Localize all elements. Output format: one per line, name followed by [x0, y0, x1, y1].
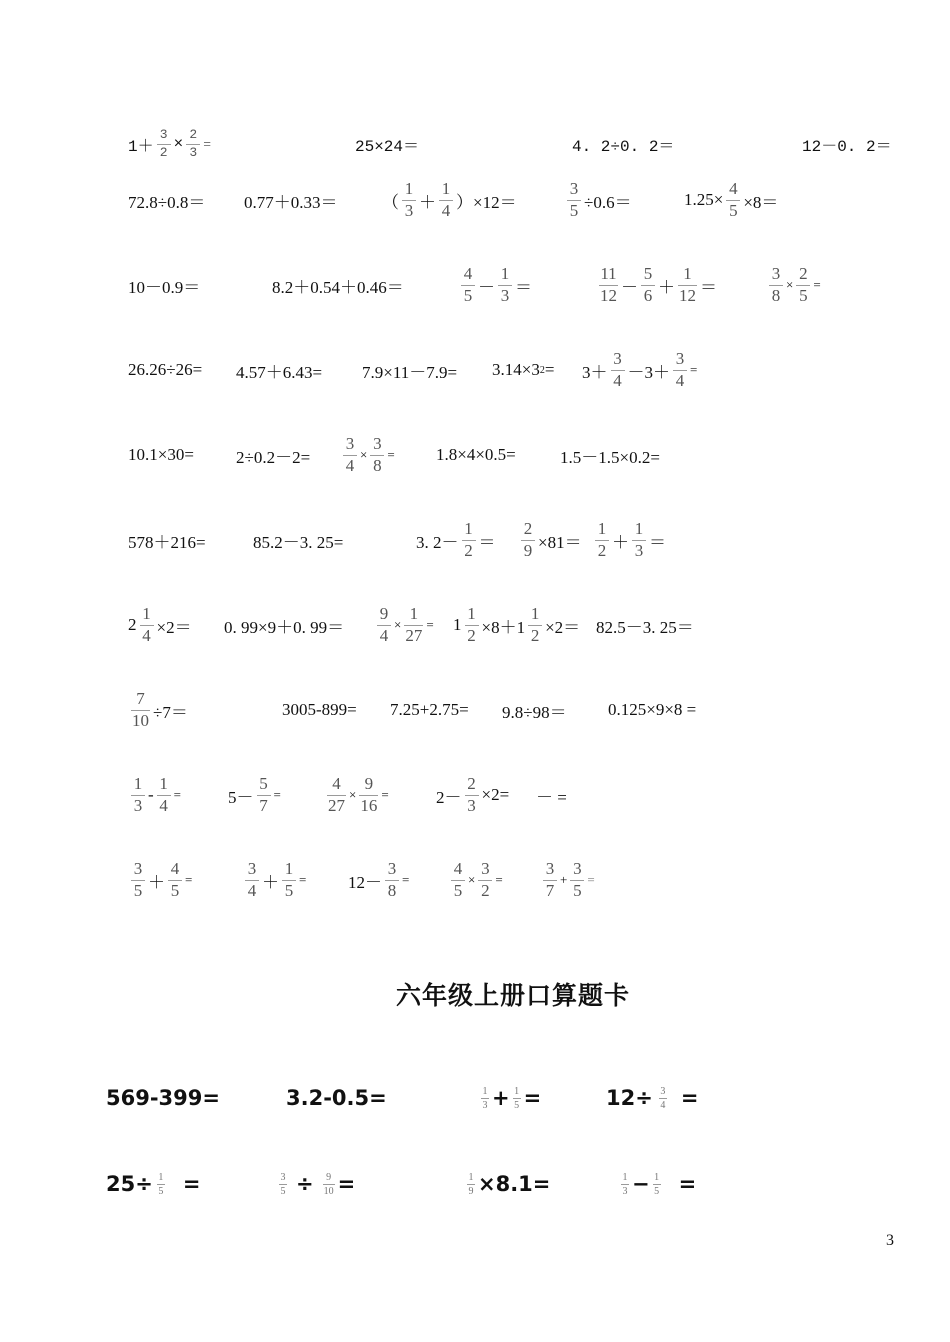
problem: [242, 850, 306, 910]
operator: ÷: [296, 1172, 314, 1196]
text: ×2＝: [156, 617, 192, 637]
fraction: [157, 1171, 165, 1198]
fraction: [370, 434, 384, 476]
operator: ×: [468, 872, 476, 887]
problem-row-1: [0, 114, 950, 174]
problem: [348, 850, 409, 910]
problem: 9.8÷98＝: [502, 702, 567, 722]
fraction: [521, 519, 535, 561]
operator: ×: [173, 135, 184, 153]
fraction: [451, 859, 465, 901]
problem: 2÷0.2－2=: [236, 447, 311, 467]
text: （: [382, 192, 399, 212]
problem: [324, 765, 389, 825]
text: 1.25×: [684, 190, 724, 209]
denominator: 10: [132, 710, 149, 730]
numerator: 1: [468, 1171, 474, 1183]
equals: =: [426, 617, 434, 632]
numerator: 3: [133, 858, 143, 878]
numerator: 1: [409, 603, 419, 623]
numerator: 3: [545, 858, 555, 878]
numerator: 3: [247, 858, 257, 878]
fraction: [653, 1171, 661, 1198]
text: =: [182, 1172, 201, 1196]
operator: －: [621, 277, 638, 297]
problem: 7.9×11－7.9=: [362, 362, 458, 382]
equals: ＝: [700, 277, 717, 297]
fraction: [543, 859, 557, 901]
denominator: 5: [569, 200, 579, 220]
denominator: 3: [482, 1099, 488, 1111]
fraction: [131, 689, 150, 731]
problem: [596, 255, 717, 315]
operator: ×: [786, 277, 794, 292]
problem: 10.1×30=: [128, 445, 194, 464]
numerator: 1: [597, 518, 607, 538]
fraction: [595, 519, 609, 561]
problem: 578＋216=: [128, 532, 206, 552]
numerator: 3: [481, 858, 490, 878]
problem: [518, 510, 582, 570]
fraction: [599, 264, 618, 306]
fraction: [359, 774, 378, 816]
card-row-1: [0, 1068, 950, 1128]
operator: ×: [360, 447, 368, 462]
fraction: [678, 264, 697, 306]
problem: [458, 255, 532, 315]
denominator: 4: [247, 880, 257, 900]
equals: =: [495, 872, 503, 887]
numerator: 7: [136, 688, 145, 708]
problem: 26.26÷26=: [128, 360, 203, 379]
denominator: 5: [514, 1099, 520, 1111]
denominator: 8: [387, 880, 397, 900]
equals: =: [690, 362, 698, 377]
denominator: 4: [142, 625, 151, 645]
denominator: 3: [404, 200, 414, 220]
fraction: [465, 774, 479, 816]
text: 25÷: [106, 1172, 153, 1196]
denominator: 3: [634, 540, 644, 560]
fraction: [673, 349, 687, 391]
problem: [618, 1154, 696, 1214]
operator: ＋: [419, 192, 436, 212]
denominator: 4: [159, 795, 168, 815]
problem: 1.8×4×0.5=: [436, 445, 516, 464]
problem: 0. 99×9＋0. 99＝: [224, 617, 345, 637]
problem: 3.2-0.5=: [286, 1086, 387, 1110]
operator: ＋: [148, 872, 165, 892]
denominator: 7: [545, 880, 555, 900]
problem: [492, 340, 554, 400]
denominator: 2: [464, 540, 473, 560]
fraction: [462, 519, 476, 561]
fraction: [377, 604, 391, 646]
fraction: [282, 859, 296, 901]
numerator: 1: [683, 263, 692, 283]
equals: =: [813, 277, 821, 292]
problem: [106, 1154, 200, 1214]
problem: [382, 170, 517, 230]
operator: －: [478, 277, 495, 297]
numerator: 1: [158, 1171, 164, 1183]
numerator: 4: [170, 858, 180, 878]
denominator: 5: [280, 1185, 286, 1197]
problem: 4.57＋6.43=: [236, 362, 323, 382]
text: 1＋: [128, 137, 154, 156]
text: =: [402, 872, 410, 887]
equals: =: [185, 872, 193, 887]
text: 5－: [228, 787, 254, 807]
text: 12－: [348, 872, 382, 892]
problem: [684, 170, 778, 230]
text: ×8＝: [743, 192, 779, 212]
problem: [606, 1068, 698, 1128]
numerator: 3: [675, 348, 685, 368]
denominator: 2: [530, 625, 540, 645]
text: =: [544, 360, 555, 379]
equals: =: [387, 447, 395, 462]
numerator: 1: [500, 263, 510, 283]
problem: 8.2＋0.54＋0.46＝: [272, 277, 404, 297]
problem: 0.125×9×8 =: [608, 700, 697, 719]
fraction: [796, 264, 810, 306]
numerator: 1: [622, 1171, 628, 1183]
fraction: [726, 179, 740, 221]
text: ）×12＝: [456, 192, 517, 212]
problem: [478, 1068, 541, 1128]
numerator: 3: [280, 1171, 286, 1183]
problem: [228, 765, 281, 825]
numerator: 1: [654, 1171, 660, 1183]
fraction: [157, 774, 171, 816]
equals: =: [381, 787, 389, 802]
numerator: 1: [441, 178, 451, 198]
numerator: 2: [523, 518, 533, 538]
text: =: [680, 1086, 699, 1110]
numerator: 3: [345, 433, 355, 453]
problem: 1.5－1.5×0.2=: [560, 447, 660, 467]
numerator: 3: [387, 858, 397, 878]
numerator: 1: [159, 773, 168, 793]
problem: 12－0. 2＝: [802, 137, 892, 156]
problem: [592, 510, 666, 570]
numerator: 4: [463, 263, 473, 283]
fraction: [467, 1171, 475, 1198]
denominator: 3: [133, 795, 143, 815]
fraction: [621, 1171, 629, 1198]
problem: 82.5－3. 25＝: [596, 617, 694, 637]
problem-row-10: [0, 850, 950, 910]
fraction: [186, 127, 200, 161]
equals: ＝: [515, 277, 532, 297]
problem-row-3: [0, 255, 950, 315]
problem-row-8: [0, 680, 950, 740]
denominator: 5: [284, 880, 294, 900]
fraction: [481, 1085, 489, 1112]
text: 12÷: [606, 1086, 653, 1110]
fraction: [611, 349, 625, 391]
problem: 7.25+2.75=: [390, 700, 469, 719]
denominator: 2: [481, 880, 490, 900]
fraction: [498, 264, 512, 306]
problem: 0.77＋0.33＝: [244, 192, 338, 212]
text: 2: [128, 615, 137, 634]
fraction: [439, 179, 453, 221]
numerator: 2: [189, 127, 198, 143]
denominator: 5: [573, 880, 582, 900]
text: ＝: [478, 532, 496, 552]
denominator: 4: [379, 625, 389, 645]
equals: =: [523, 1086, 542, 1110]
equals: =: [587, 872, 595, 887]
problem: [340, 425, 395, 485]
numerator: 1: [634, 518, 644, 538]
equals: =: [678, 1172, 697, 1196]
superscript: 2: [539, 364, 545, 376]
problem: [564, 170, 632, 230]
problem: [766, 255, 821, 315]
denominator: 9: [468, 1185, 474, 1197]
numerator: 1: [133, 773, 143, 793]
problem: [453, 595, 580, 655]
fraction: [402, 179, 416, 221]
denominator: 16: [360, 795, 378, 815]
numerator: 2: [799, 263, 808, 283]
fraction: [641, 264, 655, 306]
text: 1: [453, 615, 462, 634]
denominator: 8: [373, 455, 382, 475]
numerator: 3: [613, 348, 622, 368]
numerator: 1: [482, 1085, 488, 1097]
problem: [436, 765, 509, 825]
numerator: 1: [467, 603, 476, 623]
text: ÷0.6＝: [584, 192, 632, 212]
problem: [416, 510, 496, 570]
operator: ×8＋1: [481, 617, 526, 637]
problem: 72.8÷0.8＝: [128, 192, 206, 212]
numerator: 3: [159, 127, 168, 143]
problem-row-4: [0, 340, 950, 400]
fraction: [632, 519, 646, 561]
numerator: 1: [530, 603, 540, 623]
operator: -: [148, 785, 154, 804]
denominator: 4: [675, 370, 685, 390]
fraction: [465, 604, 479, 646]
numerator: 3: [373, 433, 382, 453]
denominator: 3: [189, 144, 198, 160]
denominator: 9: [523, 540, 533, 560]
problem: 569-399=: [106, 1086, 220, 1110]
numerator: 3: [771, 263, 781, 283]
denominator: 5: [170, 880, 180, 900]
problem-row-9: [0, 765, 950, 825]
fraction: [168, 859, 182, 901]
denominator: 4: [660, 1099, 666, 1111]
numerator: 1: [404, 178, 414, 198]
numerator: 3: [660, 1085, 666, 1097]
problem: [128, 765, 181, 825]
problem: [128, 680, 188, 740]
denominator: 2: [159, 144, 168, 160]
text: 3. 2－: [416, 532, 459, 552]
denominator: 4: [613, 370, 622, 390]
operator: +: [560, 872, 568, 887]
fraction: [461, 264, 475, 306]
equals: =: [203, 136, 212, 152]
denominator: 5: [654, 1185, 660, 1197]
problem: [540, 850, 595, 910]
problem: － =: [536, 787, 567, 807]
numerator: 2: [467, 773, 476, 793]
text: ×81＝: [538, 532, 582, 552]
text: 3＋: [582, 362, 608, 382]
problem-row-2: [0, 170, 950, 230]
fraction: [279, 1171, 287, 1198]
denominator: 5: [729, 200, 738, 220]
problem: [128, 595, 192, 655]
numerator: 1: [514, 1085, 520, 1097]
denominator: 27: [328, 795, 345, 815]
denominator: 4: [345, 455, 355, 475]
fraction: [567, 179, 581, 221]
denominator: 6: [643, 285, 653, 305]
problem: [374, 595, 434, 655]
numerator: 5: [259, 773, 268, 793]
numerator: 1: [284, 858, 294, 878]
page-number: 3: [886, 1232, 894, 1249]
problem: 3005-899=: [282, 700, 357, 719]
operator: ＋: [612, 532, 629, 552]
problem: [128, 114, 211, 174]
problem: [448, 850, 503, 910]
numerator: 5: [643, 263, 653, 283]
operator: ＋: [262, 872, 279, 892]
equals: ＝: [649, 532, 666, 552]
operator: ×: [394, 617, 402, 632]
fraction: [245, 859, 259, 901]
denominator: 5: [158, 1185, 164, 1197]
equals: =: [173, 787, 182, 802]
denominator: 2: [467, 625, 476, 645]
fraction: [323, 1171, 335, 1198]
fraction: [404, 604, 423, 646]
denominator: 10: [323, 1185, 334, 1197]
operator: +: [492, 1086, 510, 1110]
fraction: [257, 774, 271, 816]
numerator: 11: [600, 263, 617, 283]
fraction: [570, 859, 584, 901]
fraction: [528, 604, 542, 646]
text: ÷7＝: [153, 702, 188, 722]
fraction: [385, 859, 399, 901]
operator: −: [632, 1172, 650, 1196]
denominator: 2: [597, 540, 607, 560]
numerator: 9: [326, 1171, 332, 1183]
numerator: 9: [364, 773, 374, 793]
denominator: 27: [405, 625, 423, 645]
denominator: 3: [622, 1185, 628, 1197]
problem-row-5: [0, 425, 950, 485]
problem: 85.2－3. 25=: [253, 532, 344, 552]
numerator: 4: [729, 178, 738, 198]
operator: ＋: [658, 277, 675, 297]
problem: [128, 850, 192, 910]
operator: －3＋: [627, 362, 670, 382]
fraction: [131, 859, 145, 901]
denominator: 3: [467, 795, 476, 815]
problem: 10－0.9＝: [128, 277, 201, 297]
problem-row-6: [0, 510, 950, 570]
problem: [276, 1154, 355, 1214]
fraction: [769, 264, 783, 306]
denominator: 12: [679, 285, 696, 305]
equals: =: [299, 872, 307, 887]
denominator: 4: [441, 200, 451, 220]
problem: 4. 2÷0. 2＝: [572, 137, 675, 156]
numerator: 1: [464, 518, 473, 538]
text: ×8.1=: [478, 1172, 551, 1196]
section-title: 六年级上册口算题卡: [395, 981, 630, 1010]
problem: 25×24＝: [355, 137, 420, 156]
numerator: 4: [453, 858, 463, 878]
problem-row-7: [0, 595, 950, 655]
text: ×2＝: [545, 617, 581, 637]
operator: ×: [349, 787, 357, 802]
fraction: [157, 127, 171, 161]
numerator: 9: [379, 603, 389, 623]
fraction: [140, 604, 154, 646]
text: =: [273, 787, 281, 802]
fraction: [478, 859, 492, 901]
text: 2－: [436, 787, 462, 807]
fraction: [131, 774, 145, 816]
denominator: 5: [799, 285, 808, 305]
fraction: [659, 1085, 667, 1112]
fraction: [513, 1085, 521, 1112]
numerator: 3: [569, 178, 579, 198]
denominator: 3: [500, 285, 510, 305]
numerator: 4: [332, 773, 341, 793]
equals: =: [337, 1172, 356, 1196]
fraction: [327, 774, 346, 816]
numerator: 3: [573, 858, 582, 878]
text: 3.14×3: [492, 360, 540, 379]
problem: [582, 340, 697, 400]
denominator: 5: [453, 880, 463, 900]
denominator: 12: [600, 285, 617, 305]
denominator: 7: [259, 795, 268, 815]
card-row-2: [0, 1154, 950, 1214]
text: ×2=: [481, 785, 510, 804]
fraction: [343, 434, 357, 476]
denominator: 5: [463, 285, 473, 305]
problem: [464, 1154, 550, 1214]
denominator: 8: [771, 285, 781, 305]
numerator: 1: [142, 603, 151, 623]
denominator: 5: [133, 880, 143, 900]
